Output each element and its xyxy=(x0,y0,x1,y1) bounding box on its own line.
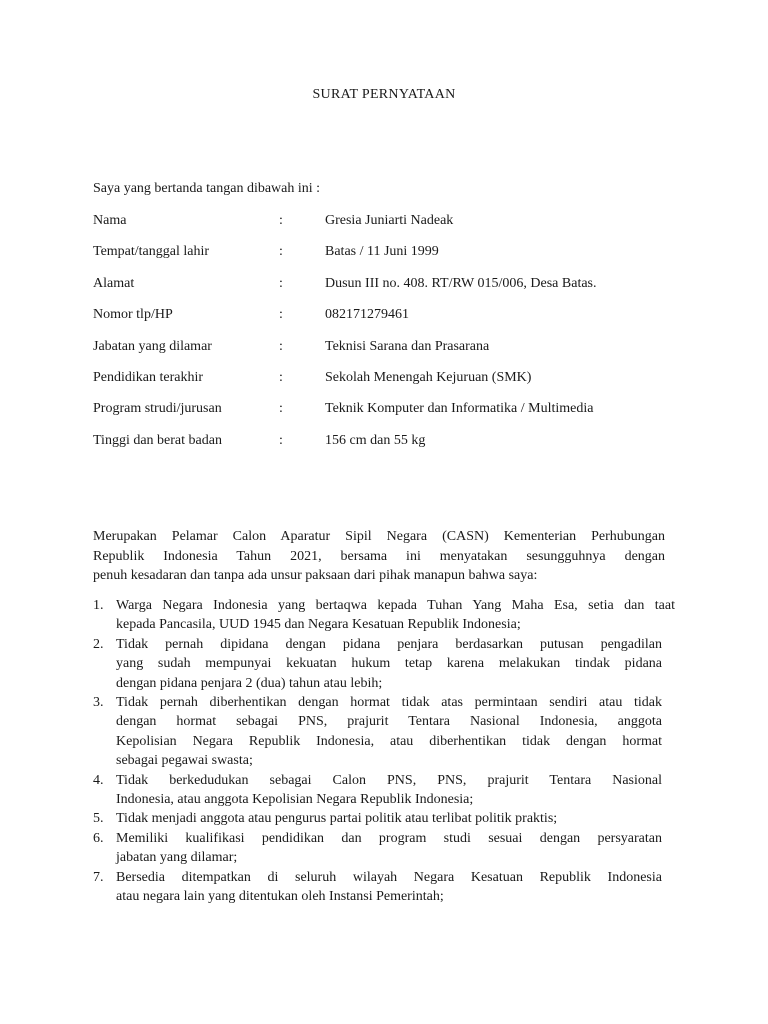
statement-line: Tidak menjadi anggota atau pengurus partai politik atau terlibat politik praktis; xyxy=(116,811,558,827)
field-value: Dusun III no. 408. RT/RW 015/006, Desa Batas. xyxy=(325,275,597,291)
field-row-tinggi-berat xyxy=(93,433,693,464)
paragraph-line: Republik Indonesia Tahun 2021, bersama ini menyatakan sesungguhnya dengan xyxy=(93,548,665,564)
field-label: Alamat xyxy=(93,275,135,291)
statement-line: Kepolisian Negara Republik Indonesia, atau diberhentikan tidak dengan hormat xyxy=(116,733,662,749)
statement-line: Warga Negara Indonesia yang bertaqwa kepada Tuhan Yang Maha Esa, setia dan taat xyxy=(116,598,675,613)
statement-number: 5. xyxy=(93,811,104,827)
statement-number: 6. xyxy=(93,830,104,846)
statement-line: jabatan yang dilamar; xyxy=(116,850,238,866)
statement-line: Indonesia, atau anggota Kepolisian Negara Republik Indonesia; xyxy=(116,792,474,808)
statement-line: Tidak pernah dipidana dengan pidana penjara berdasarkan putusan pengadilan xyxy=(116,636,662,652)
statement-line: Tidak berkedudukan sebagai Calon PNS, PNS, prajurit Tentara Nasional xyxy=(116,772,662,788)
statement-number: 1. xyxy=(93,598,104,613)
intro-text: Saya yang bertanda tangan dibawah ini : xyxy=(93,181,321,196)
field-label: Tinggi dan berat badan xyxy=(93,432,222,448)
statement-line: Bersedia ditempatkan di seluruh wilayah Negara Kesatuan Republik Indonesia xyxy=(116,869,662,885)
personal-data-table xyxy=(93,213,693,464)
statement-item-3 xyxy=(93,693,675,771)
statement-item-2 xyxy=(93,635,675,693)
field-colon: : xyxy=(279,244,283,260)
statement-item-4 xyxy=(93,771,675,810)
field-label: Nama xyxy=(93,213,127,228)
declaration-paragraph xyxy=(93,527,665,586)
statement-number: 3. xyxy=(93,695,104,711)
field-colon: : xyxy=(279,213,283,228)
statement-list xyxy=(93,596,675,907)
statement-line: Memiliki kualifikasi pendidikan dan program studi sesuai dengan persyaratan xyxy=(116,830,662,846)
field-colon: : xyxy=(279,369,283,385)
field-colon: : xyxy=(279,338,283,354)
paragraph-line: penuh kesadaran dan tanpa ada unsur paksaan dari pihak manapun bahwa saya: xyxy=(93,568,538,583)
statement-line: yang sudah mempunyai kekuatan hukum tetap karena melakukan tindak pidana xyxy=(116,656,662,672)
field-value: Teknik Komputer dan Informatika / Multimedia xyxy=(325,401,594,417)
statement-line: Tidak pernah diberhentikan dengan hormat tidak atas permintaan sendiri atau tidak xyxy=(116,695,662,711)
field-label: Nomor tlp/HP xyxy=(93,307,173,323)
field-row-nama xyxy=(93,213,693,244)
statement-number: 4. xyxy=(93,772,104,788)
field-row-alamat xyxy=(93,276,693,307)
paragraph-line: Merupakan Pelamar Calon Aparatur Sipil Negara (CASN) Kementerian Perhubungan xyxy=(93,529,665,544)
field-value: Gresia Juniarti Nadeak xyxy=(325,213,454,228)
field-row-program-studi xyxy=(93,401,693,432)
field-row-tempat-tanggal-lahir xyxy=(93,244,693,275)
field-colon: : xyxy=(279,432,283,448)
statement-line: kepada Pancasila, UUD 1945 dan Negara Kesatuan Republik Indonesia; xyxy=(116,617,521,633)
statement-line: dengan hormat sebagai PNS, prajurit Tentara Nasional Indonesia, anggota xyxy=(116,714,662,730)
field-colon: : xyxy=(279,275,283,291)
field-value: Teknisi Sarana dan Prasarana xyxy=(325,338,490,354)
statement-line: atau negara lain yang ditentukan oleh Instansi Pemerintah; xyxy=(116,889,444,905)
field-value: Batas / 11 Juni 1999 xyxy=(325,244,439,260)
field-label: Tempat/tanggal lahir xyxy=(93,244,210,260)
statement-number: 7. xyxy=(93,869,104,885)
statement-item-6 xyxy=(93,829,675,868)
field-row-pendidikan xyxy=(93,370,693,401)
document-title: SURAT PERNYATAAN xyxy=(312,87,456,102)
statement-item-5 xyxy=(93,809,675,828)
field-value: 156 cm dan 55 kg xyxy=(325,432,426,448)
field-label: Pendidikan terakhir xyxy=(93,369,204,385)
statement-item-1 xyxy=(93,596,675,635)
field-label: Program strudi/jurusan xyxy=(93,401,222,417)
field-colon: : xyxy=(279,401,283,417)
field-label: Jabatan yang dilamar xyxy=(93,338,212,354)
field-value: Sekolah Menengah Kejuruan (SMK) xyxy=(325,369,532,385)
statement-number: 2. xyxy=(93,636,104,652)
field-value: 082171279461 xyxy=(325,307,409,323)
statement-item-7 xyxy=(93,868,675,907)
field-row-jabatan xyxy=(93,339,693,370)
field-colon: : xyxy=(279,307,283,323)
statement-line: sebagai pegawai swasta; xyxy=(116,753,253,769)
statement-line: dengan pidana penjara 2 (dua) tahun atau lebih; xyxy=(116,675,383,691)
field-row-nomor-tlp xyxy=(93,307,693,338)
